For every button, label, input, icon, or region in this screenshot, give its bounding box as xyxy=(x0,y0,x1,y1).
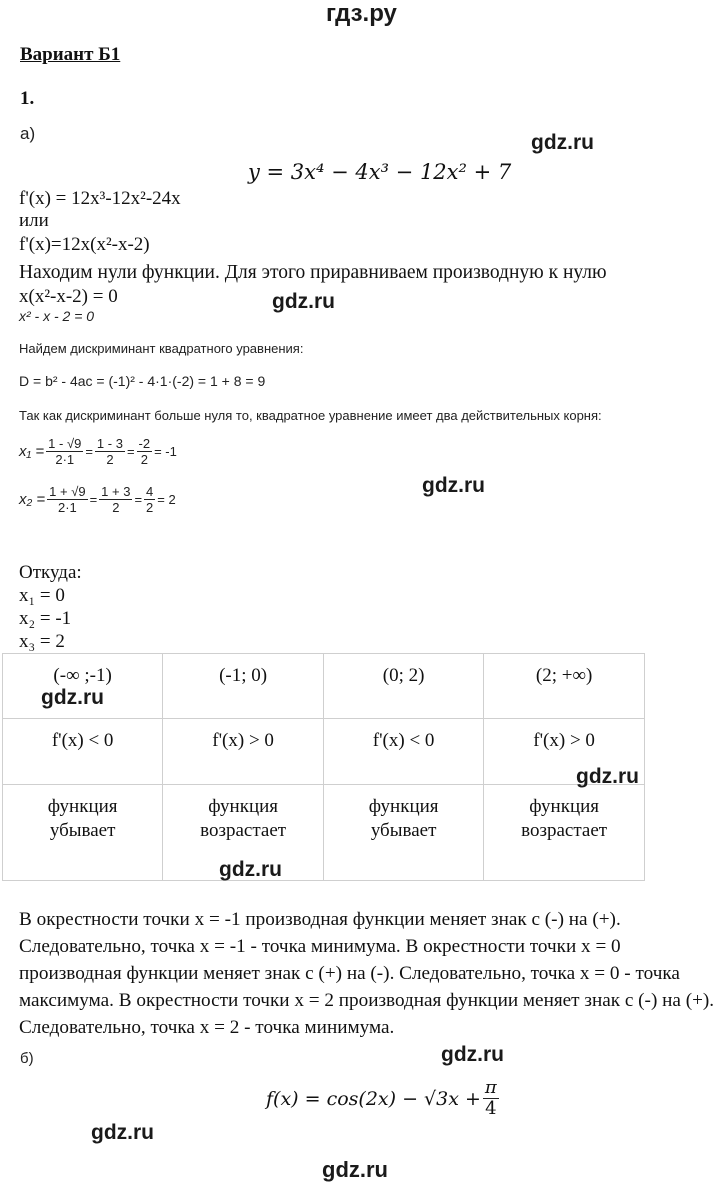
root-line-1: x₁ = 0 xyxy=(19,585,65,606)
whence-label: Откуда: xyxy=(19,562,82,583)
x2-result: = 2 xyxy=(157,492,176,507)
watermark: gdz.ru xyxy=(576,765,639,788)
sign-cell: f'(x) > 0 xyxy=(484,719,645,785)
watermark: gdz.ru xyxy=(272,290,335,313)
discriminant-formula: D = b² - 4ac = (-1)² - 4·1·(-2) = 1 + 8 = 9 xyxy=(19,373,266,389)
function-f xyxy=(266,1078,501,1119)
equation-1: x(x²-x-2) = 0 xyxy=(19,286,118,307)
sign-cell: f'(x) < 0 xyxy=(323,719,483,785)
interval-cell: (-∞ ;-1) xyxy=(3,654,163,719)
interval-cell: (-1; 0) xyxy=(163,654,324,719)
function-f-text: f(x) = cos(2x) − √3x + xyxy=(266,1087,481,1110)
x1-fraction-3: $\frac{-2}{2}$ xyxy=(138,436,151,467)
watermark: gdz.ru xyxy=(531,131,594,154)
variant-title: Вариант Б1 xyxy=(20,44,121,65)
watermark: gdz.ru xyxy=(219,858,282,881)
discriminant-heading: Найдем дискриминант квадратного уравнения: xyxy=(19,341,304,356)
root-x2-formula: x₂ = $\frac{1 + √9}{2\cdot 1}$ = $\frac{1 + 3}{2}$ = $\frac{4}{2}$ = 2 xyxy=(19,484,176,515)
behavior-cell: функция возрастает xyxy=(163,785,324,881)
site-header: гдз.ру xyxy=(326,0,397,27)
watermark: gdz.ru xyxy=(422,474,485,497)
task-number: 1. xyxy=(20,88,35,109)
sign-cell: f'(x) < 0 xyxy=(3,719,163,785)
watermark: gdz.ru xyxy=(441,1043,504,1066)
roots-text: Так как дискриминант больше нуля то, квадратное уравнение имеет два действительных корня: xyxy=(19,408,602,423)
derivative-line1: f'(x) = 12x³-12x²-24x xyxy=(19,188,181,209)
find-zeros-text: Находим нули функции. Для этого приравниваем производную к нулю xyxy=(19,262,607,283)
x2-fraction-1: $\frac{1 + √9}{2\cdot 1}$ xyxy=(49,484,86,515)
equation-2: x² - x - 2 = 0 xyxy=(19,308,95,324)
interval-cell: (0; 2) xyxy=(323,654,483,719)
x2-fraction-3: $\frac{4}{2}$ xyxy=(146,484,154,515)
root-line-3: x₃ = 2 xyxy=(19,631,65,652)
derivative-line2: f'(x)=12x(x²-x-2) xyxy=(19,234,150,255)
behavior-cell: функция убывает xyxy=(3,785,163,881)
x1-fraction-1: $\frac{1 - √9}{2\cdot 1}$ xyxy=(48,436,82,467)
or-word: или xyxy=(19,210,49,231)
root-line-2: x₂ = -1 xyxy=(19,608,72,629)
function-y: y = 3x⁴ − 4x³ − 12x² + 7 xyxy=(248,160,512,184)
watermark: gdz.ru xyxy=(322,1157,388,1182)
x1-result: = -1 xyxy=(154,444,177,459)
conclusion-paragraph: В окрестности точки x = -1 производная функции меняет знак с (-) на (+). Следовательно, точка x = -1 - точка минимума. В окрестности точки x = 0 производная функции меняет знак с (+) на (-). Следовательно, точка x = 0 - точка максимума. В окрестности точки x = 2 производная функции меняет знак с (-) на (+). Следовательно, точка x = 2 - точка минимума. xyxy=(19,909,715,1038)
x1-fraction-2: $\frac{1 - 3}{2}$ xyxy=(96,436,123,467)
pi-over-four: $\frac{\pi}{4}$ xyxy=(484,1077,497,1119)
part-b-label: б) xyxy=(20,1050,34,1067)
watermark: gdz.ru xyxy=(91,1121,154,1144)
x1-label: x₁ = xyxy=(19,443,45,460)
sign-cell: f'(x) > 0 xyxy=(163,719,324,785)
interval-cell: (2; +∞) xyxy=(484,654,645,719)
root-x1-formula: x₁ = $\frac{1 - √9}{2\cdot 1}$ = $\frac{1 - 3}{2}$ = $\frac{-2}{2}$ = -1 xyxy=(19,436,177,467)
behavior-cell: функция возрастает xyxy=(484,785,645,881)
behavior-cell: функция убывает xyxy=(323,785,483,881)
part-a-label: а) xyxy=(20,124,36,143)
x2-fraction-2: $\frac{1 + 3}{2}$ xyxy=(101,484,131,515)
x2-label: x₂ = xyxy=(19,491,46,508)
watermark: gdz.ru xyxy=(41,686,104,709)
